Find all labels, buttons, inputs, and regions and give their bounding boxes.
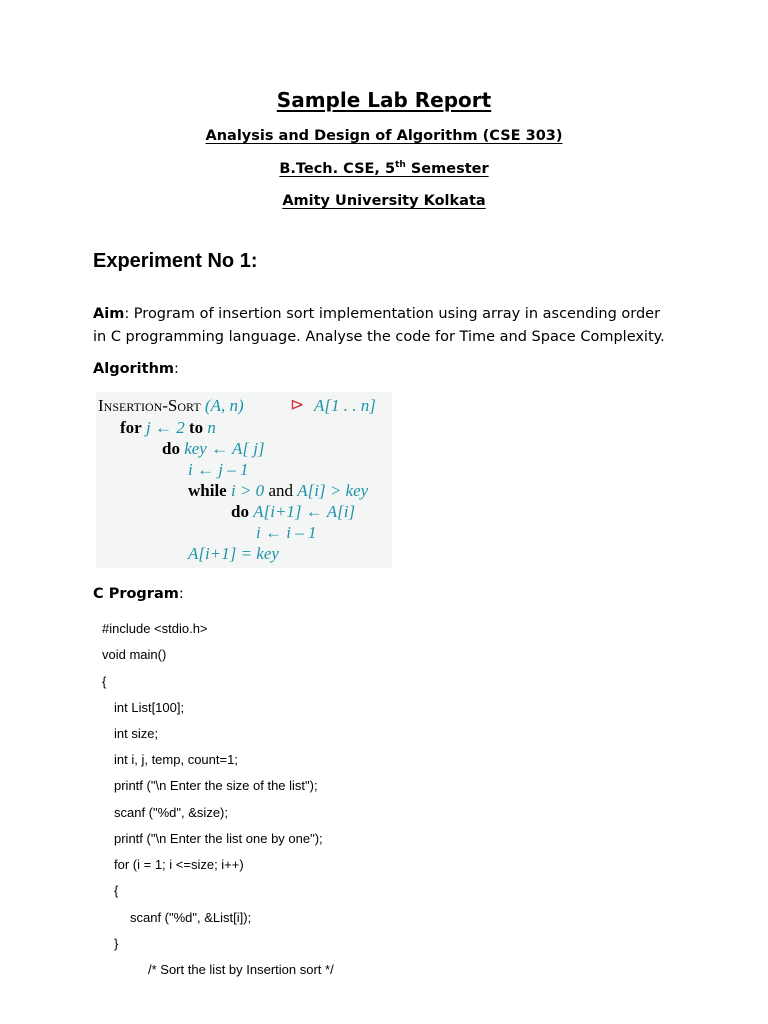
comment-triangle-icon: ⊳ <box>290 395 305 414</box>
code-line: for (i = 1; i <=size; i++) <box>114 857 244 872</box>
kw-while: while <box>188 481 227 500</box>
code-comment-line: /* Sort the list by Insertion sort */ <box>148 962 334 977</box>
aim-label: Aim <box>93 306 125 322</box>
course-name: Analysis and Design of Algorithm (CSE 303) <box>205 128 563 144</box>
algo-while-cond-2: A[i] > key <box>297 481 369 500</box>
algo-shift: A[i+1] ← A[i] <box>253 502 356 521</box>
algo-for-expr: j ← 2 <box>145 418 185 437</box>
semester-suffix: Semester <box>405 160 489 177</box>
code-line: int List[100]; <box>114 700 185 715</box>
aim-line-2: in C programming language. Analyse the code for Time and Space Complexity. <box>93 329 665 345</box>
algo-line-8: A[i+1] = key <box>188 544 279 563</box>
algo-line-6 <box>231 502 355 522</box>
algorithm-figure <box>96 392 392 568</box>
kw-for: for <box>120 418 142 437</box>
code-line: scanf ("%d", &List[i]); <box>130 910 252 925</box>
code-line: } <box>114 936 119 951</box>
code-line: printf ("\n Enter the size of the list"); <box>114 778 318 793</box>
algo-and: and <box>268 481 293 500</box>
semester-sup: th <box>395 160 406 170</box>
aim-line-1 <box>93 306 660 322</box>
kw-to: to <box>188 418 204 437</box>
university-name: Amity University Kolkata <box>282 193 486 209</box>
experiment-heading: Experiment No 1: <box>93 250 258 272</box>
c-program-heading: C Program: <box>93 586 184 602</box>
semester-line <box>0 160 768 177</box>
code-line: int i, j, temp, count=1; <box>114 752 238 767</box>
algorithm-heading: Algorithm: <box>93 361 179 377</box>
code-line: { <box>102 674 107 689</box>
algo-proc-name: Insertion-Sort <box>98 396 201 415</box>
algo-line-3 <box>162 439 265 459</box>
algo-line-7: i ← i – 1 <box>256 523 317 542</box>
algorithm-label: Algorithm <box>93 361 175 377</box>
algo-line-2 <box>120 418 216 438</box>
code-line: void main() <box>102 647 167 662</box>
code-line: { <box>114 883 119 898</box>
algo-for-n: n <box>207 418 216 437</box>
c-program-label: C Program <box>93 586 179 602</box>
code-line: int size; <box>114 726 159 741</box>
code-line: scanf ("%d", &size); <box>114 805 228 820</box>
algo-line-1 <box>98 396 244 416</box>
semester-prefix: B.Tech. CSE, 5 <box>279 160 396 177</box>
document-title: Sample Lab Report <box>276 88 492 112</box>
code-line: #include <stdio.h> <box>102 621 208 636</box>
algo-while-cond-1: i > 0 <box>230 481 265 500</box>
kw-do: do <box>162 439 180 458</box>
code-line: printf ("\n Enter the list one by one"); <box>114 831 323 846</box>
algo-key-assign: key ← A[ j] <box>184 439 265 458</box>
aim-text-1: : Program of insertion sort implementation using array in ascending order <box>124 306 661 322</box>
kw-do-inner: do <box>231 502 249 521</box>
algo-comment: A[1 . . n] <box>314 396 376 415</box>
algo-line-4: i ← j – 1 <box>188 460 249 479</box>
algo-proc-args: (A, n) <box>204 396 244 415</box>
algo-line-5 <box>188 481 368 501</box>
